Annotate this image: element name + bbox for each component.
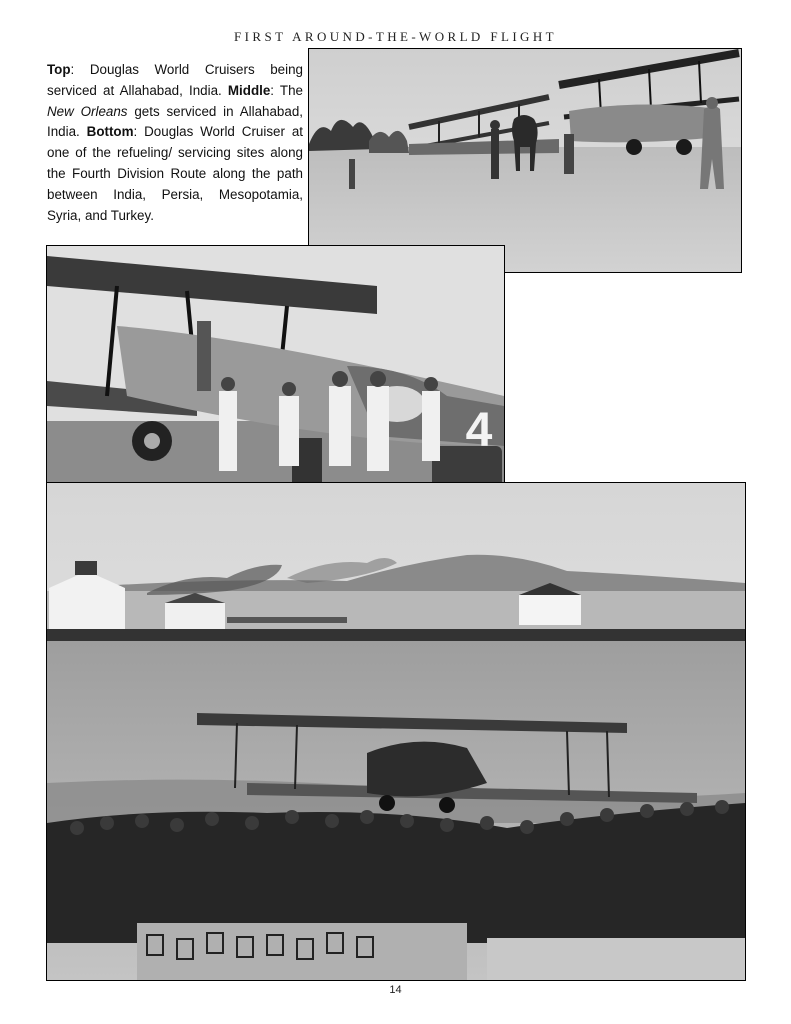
caption-bottom-label: Bottom (86, 124, 134, 140)
photo-top-image (309, 49, 741, 272)
caption-top-label: Top (47, 62, 71, 77)
caption-middle-label: Middle (227, 82, 271, 98)
caption-middle-text-post: gets serviced in Allahabad, India. (47, 103, 303, 140)
photo-middle-image (47, 246, 504, 517)
photo-top-allahabad-cruisers (308, 48, 742, 273)
page-number: 14 (389, 984, 402, 996)
photo-bottom-image (47, 483, 745, 980)
photo-bottom-refueling-site (46, 482, 746, 981)
running-title: FIRST AROUND-THE-WORLD FLIGHT (234, 29, 557, 44)
caption-middle-text-pre: : The (270, 82, 303, 98)
photo-caption (47, 60, 303, 226)
caption-top-text: : Douglas World Cruisers being serviced at Allahabad, India. (47, 62, 303, 98)
fuselage-number: 4 (465, 404, 493, 457)
photo-middle-new-orleans (46, 245, 505, 518)
caption-plane-name: New Orleans (47, 103, 128, 119)
caption-bottom-text: : Douglas World Cruiser at one of the refueling/ servicing sites along the Fourth Division Route along the path between India, Persia, Mesopotamia, Syria, and Turkey. (47, 124, 303, 223)
